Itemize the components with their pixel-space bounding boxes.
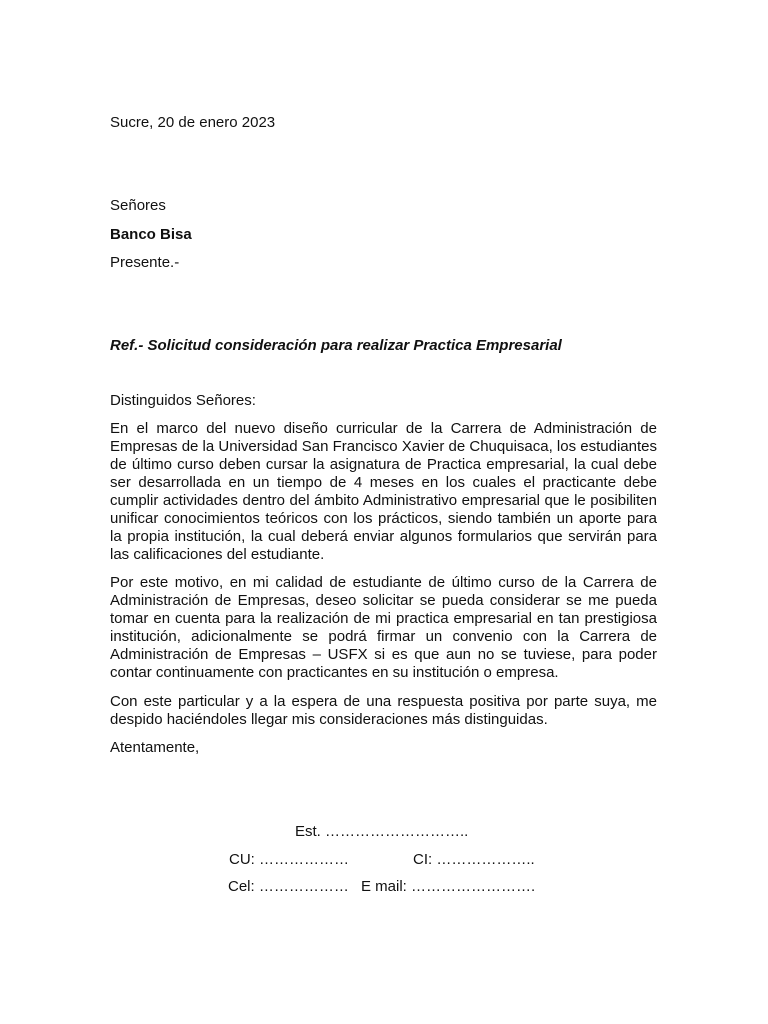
presente-line: Presente.- bbox=[110, 254, 180, 271]
signature-email: E mail: ……………………. bbox=[361, 878, 536, 895]
body-paragraph-1: En el marco del nuevo diseño curricular de la Carrera de Administración de Empresas de la Universidad San Francisco Xavier de Chuquisaca, los estudiantes de último curso deben cursar la asignatura de Practica empresarial, la cual debe ser desarrollada en un tiempo de 4 meses en los cuales el practicante debe cumplir actividades dentro del ámbito Administrativo empresarial que le posibiliten unificar conocimientos teóricos con los prácticos, siendo también un aporte para la propia institución, la cual deberá enviar algunos formularios que servirán para las calificaciones del estudiante. bbox=[110, 420, 657, 563]
body-paragraph-3: Con este particular y a la espera de una respuesta positiva por parte suya, me despido haciéndoles llegar mis consideraciones más distinguidas. bbox=[110, 693, 657, 728]
signature-cu: CU: ……………… bbox=[229, 851, 349, 868]
reference-line: Ref.- Solicitud consideración para realizar Practica Empresarial bbox=[110, 337, 562, 354]
place-date: Sucre, 20 de enero 2023 bbox=[110, 114, 276, 131]
signature-est: Est. ……………………….. bbox=[295, 823, 469, 840]
body-paragraph-2: Por este motivo, en mi calidad de estudiante de último curso de la Carrera de Administración de Empresas, deseo solicitar se pueda considerar se me pueda tomar en cuenta para la realización de mi practica empresarial en tan prestigiosa institución, adicionalmente se podrá firmar un convenio con la Carrera de Administración de Empresas – USFX si es que aun no se tuviese, para poder contar continuamente con practicantes en su institución o empresa. bbox=[110, 574, 657, 681]
signature-cel: Cel: ……………… bbox=[228, 878, 349, 895]
recipient-name: Banco Bisa bbox=[110, 226, 192, 243]
signature-ci: CI: ……………….. bbox=[413, 851, 535, 868]
closing: Atentamente, bbox=[110, 739, 200, 756]
salutation-senores: Señores bbox=[110, 197, 166, 214]
greeting: Distinguidos Señores: bbox=[110, 392, 256, 409]
